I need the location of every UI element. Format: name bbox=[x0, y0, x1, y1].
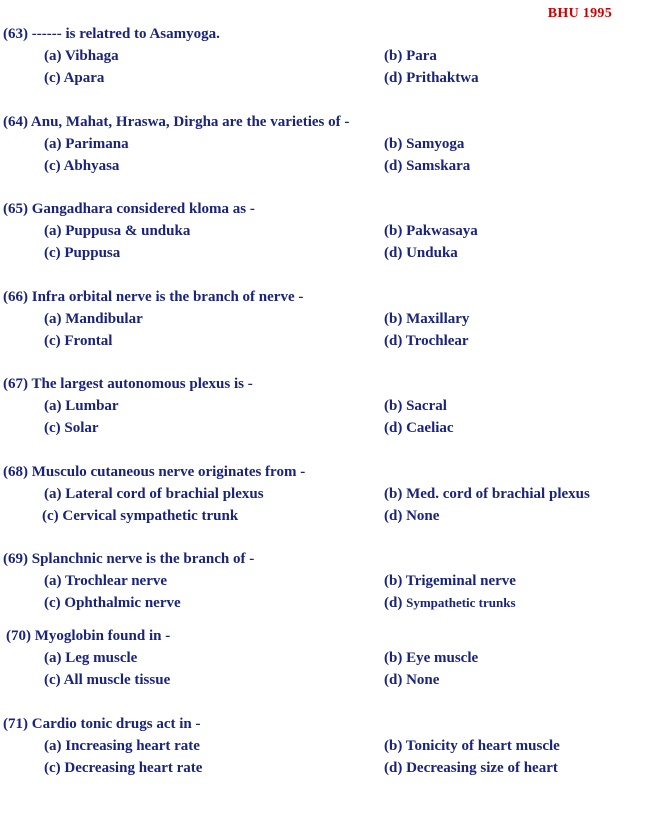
question-text: (65) Gangadhara considered kloma as - bbox=[3, 201, 255, 217]
option-c: (c) Frontal bbox=[44, 333, 113, 349]
option-c: (c) Apara bbox=[44, 70, 105, 86]
option-a: (a) Lumbar bbox=[44, 398, 119, 414]
question-text: (69) Splanchnic nerve is the branch of - bbox=[3, 551, 255, 567]
question-text: (67) The largest autonomous plexus is - bbox=[3, 376, 253, 392]
option-a: (a) Parimana bbox=[44, 136, 129, 152]
option-d: (d) Prithaktwa bbox=[384, 70, 479, 86]
option-b: (b) Pakwasaya bbox=[384, 223, 478, 239]
option-b: (b) Tonicity of heart muscle bbox=[384, 738, 560, 754]
option-a: (a) Increasing heart rate bbox=[44, 738, 200, 754]
option-b: (b) Trigeminal nerve bbox=[384, 573, 516, 589]
option-d: (d) Trochlear bbox=[384, 333, 469, 349]
option-d: (d) Decreasing size of heart bbox=[384, 760, 558, 776]
option-a: (a) Mandibular bbox=[44, 311, 143, 327]
option-a: (a) Trochlear nerve bbox=[44, 573, 168, 589]
option-a: (a) Vibhaga bbox=[44, 48, 119, 64]
option-c: (c) Decreasing heart rate bbox=[44, 760, 203, 776]
option-d: (d) Unduka bbox=[384, 245, 458, 261]
option-b: (b) Med. cord of brachial plexus bbox=[384, 486, 590, 502]
question-text: (68) Musculo cutaneous nerve originates from - bbox=[3, 464, 306, 480]
question-text: (64) Anu, Mahat, Hraswa, Dirgha are the varieties of - bbox=[3, 114, 350, 130]
option-d-label: (d) bbox=[384, 595, 403, 611]
option-a: (a) Leg muscle bbox=[44, 650, 138, 666]
question-text: (66) Infra orbital nerve is the branch of nerve - bbox=[3, 289, 304, 305]
option-c: (c) All muscle tissue bbox=[44, 672, 171, 688]
option-b: (b) Maxillary bbox=[384, 311, 470, 327]
option-d: (d) None bbox=[384, 508, 440, 524]
question-text: (70) Myoglobin found in - bbox=[6, 628, 171, 644]
option-a: (a) Lateral cord of brachial plexus bbox=[44, 486, 264, 502]
option-a: (a) Puppusa & unduka bbox=[44, 223, 191, 239]
question-text: (71) Cardio tonic drugs act in - bbox=[3, 716, 201, 732]
option-b: (b) Para bbox=[384, 48, 437, 64]
option-d bbox=[384, 594, 516, 612]
exam-header: BHU 1995 bbox=[547, 6, 612, 21]
option-d-text: Sympathetic trunks bbox=[406, 595, 516, 610]
option-b: (b) Sacral bbox=[384, 398, 447, 414]
option-d: (d) Caeliac bbox=[384, 420, 454, 436]
option-b: (b) Eye muscle bbox=[384, 650, 479, 666]
option-c: (c) Ophthalmic nerve bbox=[44, 595, 181, 611]
question-text: (63) ------ is relatred to Asamyoga. bbox=[3, 26, 220, 42]
option-d: (d) Samskara bbox=[384, 158, 471, 174]
option-c: (c) Abhyasa bbox=[44, 158, 120, 174]
option-c: (c) Solar bbox=[44, 420, 99, 436]
option-d: (d) None bbox=[384, 672, 440, 688]
option-c: (c) Puppusa bbox=[44, 245, 121, 261]
option-b: (b) Samyoga bbox=[384, 136, 465, 152]
option-c: (c) Cervical sympathetic trunk bbox=[42, 508, 239, 524]
